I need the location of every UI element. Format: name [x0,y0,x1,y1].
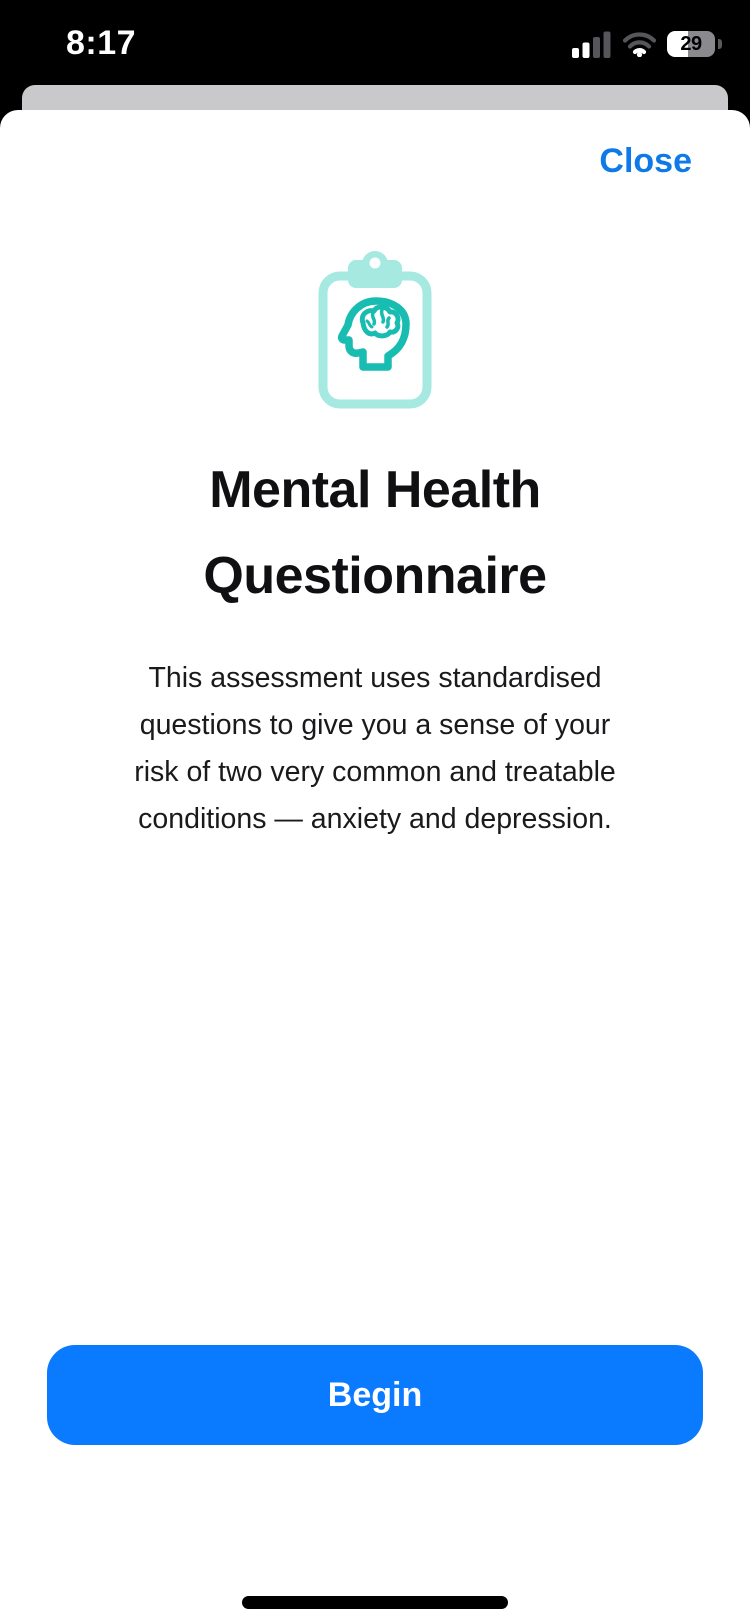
home-indicator[interactable] [242,1596,508,1609]
begin-button[interactable]: Begin [47,1345,703,1445]
wifi-icon [622,32,657,57]
description-line: conditions — anxiety and depression. [138,803,612,835]
title-line-1: Mental Health [209,461,541,519]
description-line: questions to give you a sense of your [139,709,611,741]
status-time: 8:17 [66,24,137,62]
battery-icon [667,31,715,57]
status-bar [0,0,750,85]
clipboard-brain-icon [318,250,432,410]
cellular-signal-icon [572,31,612,58]
description-line: This assessment uses standardised [148,662,602,694]
title-line-2: Questionnaire [203,547,547,605]
questionnaire-sheet [0,110,750,1624]
status-icons [572,27,722,61]
close-button[interactable]: Close [599,142,692,180]
battery-nub [718,39,722,49]
description [55,655,695,843]
battery-percent: 29 [680,32,702,55]
page-title [0,447,750,619]
description-line: risk of two very common and treatable [134,756,616,788]
